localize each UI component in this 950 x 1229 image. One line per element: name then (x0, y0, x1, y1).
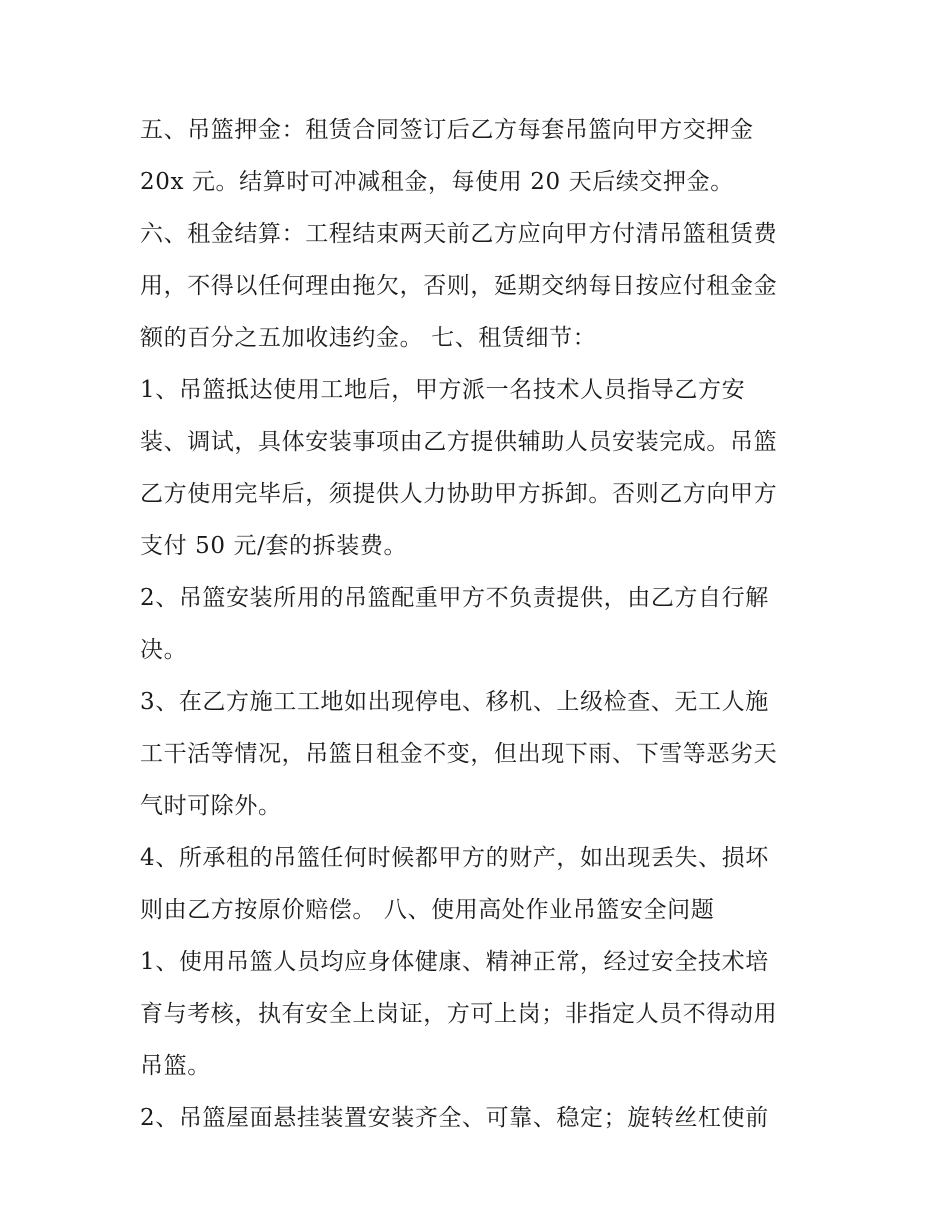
text-line: 则由乙方按原价赔偿。 八、使用高处作业吊篮安全问题 (140, 897, 715, 923)
text-line: 吊篮。 (140, 1053, 211, 1079)
text-line: 1、吊篮抵达使用工地后，甲方派一名技术人员指导乙方安 (140, 377, 746, 403)
text-line: 用，不得以任何理由拖欠，否则，延期交纳每日按应付租金金 (140, 273, 778, 299)
text-line: 4、所承租的吊篮任何时候都甲方的财产，如出现丢失、损坏 (140, 845, 769, 871)
text-line: 乙方使用完毕后，须提供人力协助甲方拆卸。否则乙方向甲方 (140, 481, 778, 507)
text-line: 装、调试，具体安装事项由乙方提供辅助人员安装完成。吊篮 (140, 429, 778, 455)
text-line: 1、使用吊篮人员均应身体健康、精神正常，经过安全技术培 (140, 949, 769, 975)
text-line: 3、在乙方施工工地如出现停电、移机、上级检查、无工人施 (140, 689, 769, 715)
text-line: 2、吊篮屋面悬挂装置安装齐全、可靠、稳定；旋转丝杠使前 (140, 1105, 769, 1131)
text-line: 20x 元。结算时可冲减租金，每使用 20 天后续交押金。 (140, 169, 734, 195)
text-line: 决。 (140, 637, 188, 663)
text-line: 额的百分之五加收违约金。 七、租赁细节： (140, 325, 597, 351)
text-line: 五、吊篮押金：租赁合同签订后乙方每套吊篮向甲方交押金 (140, 117, 754, 143)
text-line: 育与考核，执有安全上岗证，方可上岗；非指定人员不得动用 (140, 1001, 778, 1027)
document-body (140, 104, 820, 1144)
text-line: 六、租金结算：工程结束两天前乙方应向甲方付清吊篮租赁费 (140, 221, 778, 247)
text-line: 2、吊篮安装所用的吊篮配重甲方不负责提供，由乙方自行解 (140, 585, 769, 611)
text-line: 气时可除外。 (140, 793, 282, 819)
text-line: 工干活等情况，吊篮日租金不变，但出现下雨、下雪等恶劣天 (140, 741, 778, 767)
text-line: 支付 50 元/套的拆装费。 (140, 533, 408, 559)
